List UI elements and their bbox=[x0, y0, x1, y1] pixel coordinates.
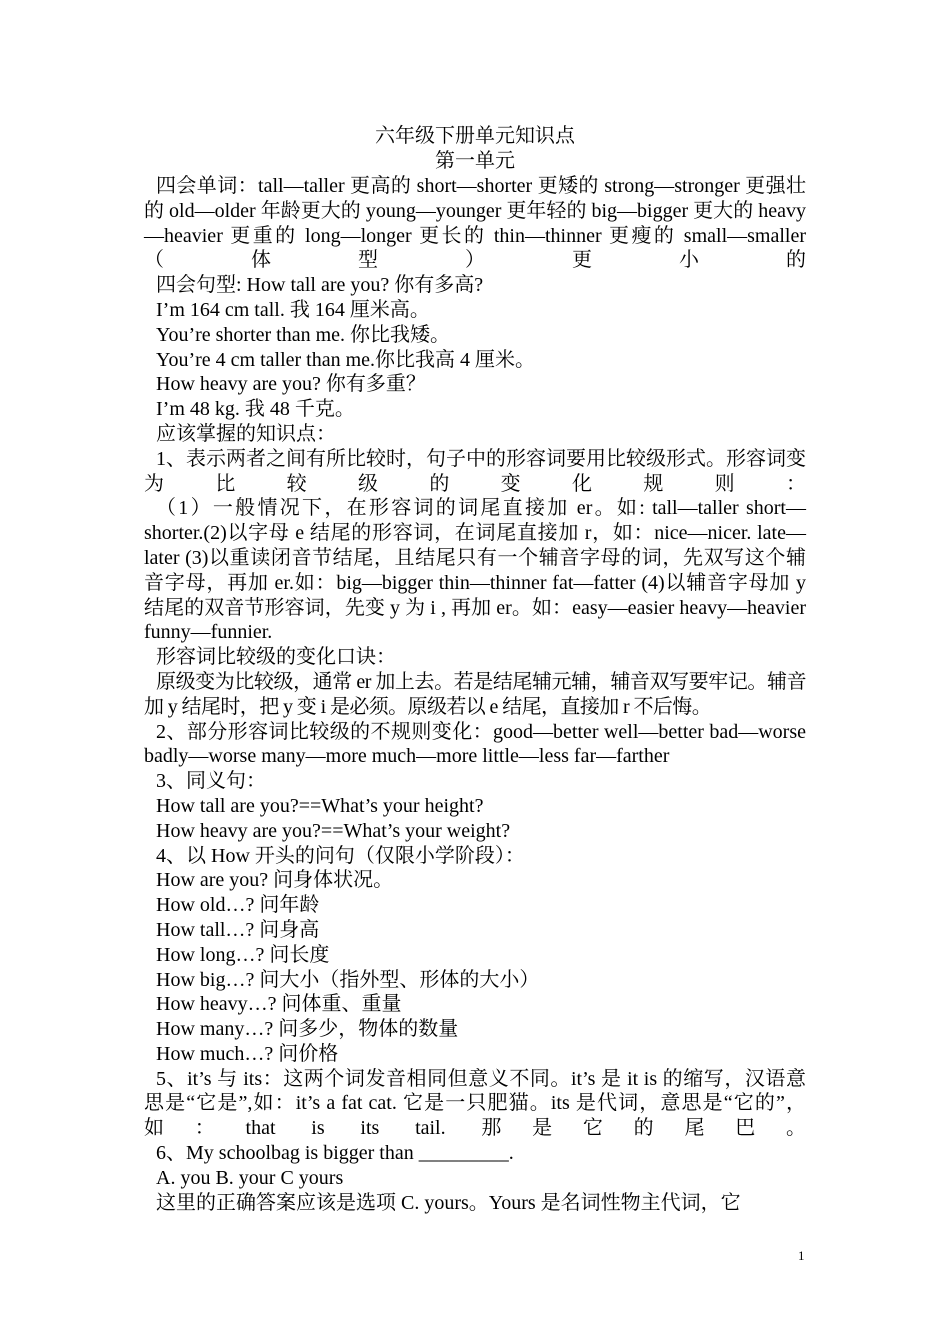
how-question-line: How many…? 问多少，物体的数量 bbox=[156, 1018, 459, 1041]
rhyme-paragraph: 原级变为比较级，通常 er 加上去。若是结尾辅元辅，辅音双写要牢记。辅音加 y 结尾时，把 y 变 i 是必须。原级若以 e 结尾，直接加 r 不后悔。 bbox=[144, 670, 806, 718]
comparison-rule-paragraph: 1、表示两者之间有所比较时，句子中的形容词要用比较级形式。形容词变为比较级的变化规则： bbox=[144, 447, 806, 495]
sentence-line: You’re 4 cm taller than me.你比我高 4 厘米。 bbox=[156, 348, 536, 371]
sentence-line: How heavy are you? 你有多重？ bbox=[156, 373, 426, 396]
how-question-line: How big…? 问大小（指外型、形体的大小） bbox=[156, 968, 540, 991]
its-paragraph: 5、it’s 与 its：这两个词发音相同但意义不同。it’s 是 it is 的缩写，汉语意思是“它是”,如：it’s a fat cat. 它是一只肥猫。its 是代词，意思是“它的”，如：that is its tail. 那是它的尾巴。 bbox=[144, 1067, 806, 1140]
comparative-rules-paragraph: （1）一般情况下，在形容词的词尾直接加 er。如: tall—taller short—shorter.(2)以字母 e 结尾的形容词，在词尾直接加 r，如：nice—nicer. late—later (3)以重读闭音节结尾，且结尾只有一个辅音字母的词，先双写这个辅音字母，再加 er.如：big—bigger thin—thinner fat—fatter (4)以辅音字母加 y 结尾的双音节形容词，先变 y 为 i , 再加 er。如：easy—easier heavy—heavier funny—funnier. bbox=[144, 497, 806, 644]
sentence-line: I’m 164 cm tall. 我 164 厘米高。 bbox=[156, 298, 430, 321]
sentence-line: I’m 48 kg. 我 48 千克。 bbox=[156, 398, 355, 421]
knowledge-heading: 应该掌握的知识点： bbox=[156, 422, 336, 445]
page-number: 1 bbox=[798, 1248, 805, 1263]
synonym-line: How tall are you?==What’s your height? bbox=[156, 794, 484, 817]
exercise-question: 6、My schoolbag is bigger than _________. bbox=[156, 1142, 514, 1165]
document-title: 六年级下册单元知识点 bbox=[375, 125, 575, 147]
how-question-line: How are you? 问身体状况。 bbox=[156, 869, 394, 892]
document-body bbox=[144, 174, 806, 1215]
how-question-line: How heavy…? 问体重、重量 bbox=[156, 993, 402, 1016]
sentence-patterns-heading: 四会句型: How tall are you? 你有多高? bbox=[156, 274, 484, 297]
exercise-answer: 这里的正确答案应该是选项 C. yours。Yours 是名词性物主代词，它 bbox=[156, 1191, 741, 1214]
unit-heading: 第一单元 bbox=[435, 150, 515, 172]
exercise-options: A. you B. your C yours bbox=[156, 1166, 344, 1189]
irregular-comparatives-paragraph: 2、部分形容词比较级的不规则变化：good—better well—better bad—worse badly—worse many—more much—more little—less far—farther bbox=[144, 720, 806, 768]
synonym-heading: 3、同义句： bbox=[156, 770, 266, 793]
vocabulary-paragraph: 四会单词：tall—taller 更高的 short—shorter 更矮的 strong—stronger 更强壮的 old—older 年龄更大的 young—younger 更年轻的 big—bigger 更大的 heavy—heavier 更重的 long—longer 更长的 thin—thinner 更瘦的 small—smaller （体型）更小的 bbox=[144, 175, 806, 272]
rhyme-heading: 形容词比较级的变化口诀： bbox=[156, 646, 396, 669]
how-question-line: How tall…? 问身高 bbox=[156, 918, 320, 941]
how-question-line: How long…? 问长度 bbox=[156, 943, 330, 966]
how-question-line: How old…? 问年龄 bbox=[156, 894, 320, 917]
sentence-line: You’re shorter than me. 你比我矮。 bbox=[156, 323, 451, 346]
synonym-line: How heavy are you?==What’s your weight? bbox=[156, 819, 511, 842]
how-questions-heading: 4、以 How 开头的问句（仅限小学阶段）： bbox=[156, 844, 525, 867]
how-question-line: How much…? 问价格 bbox=[156, 1042, 339, 1065]
